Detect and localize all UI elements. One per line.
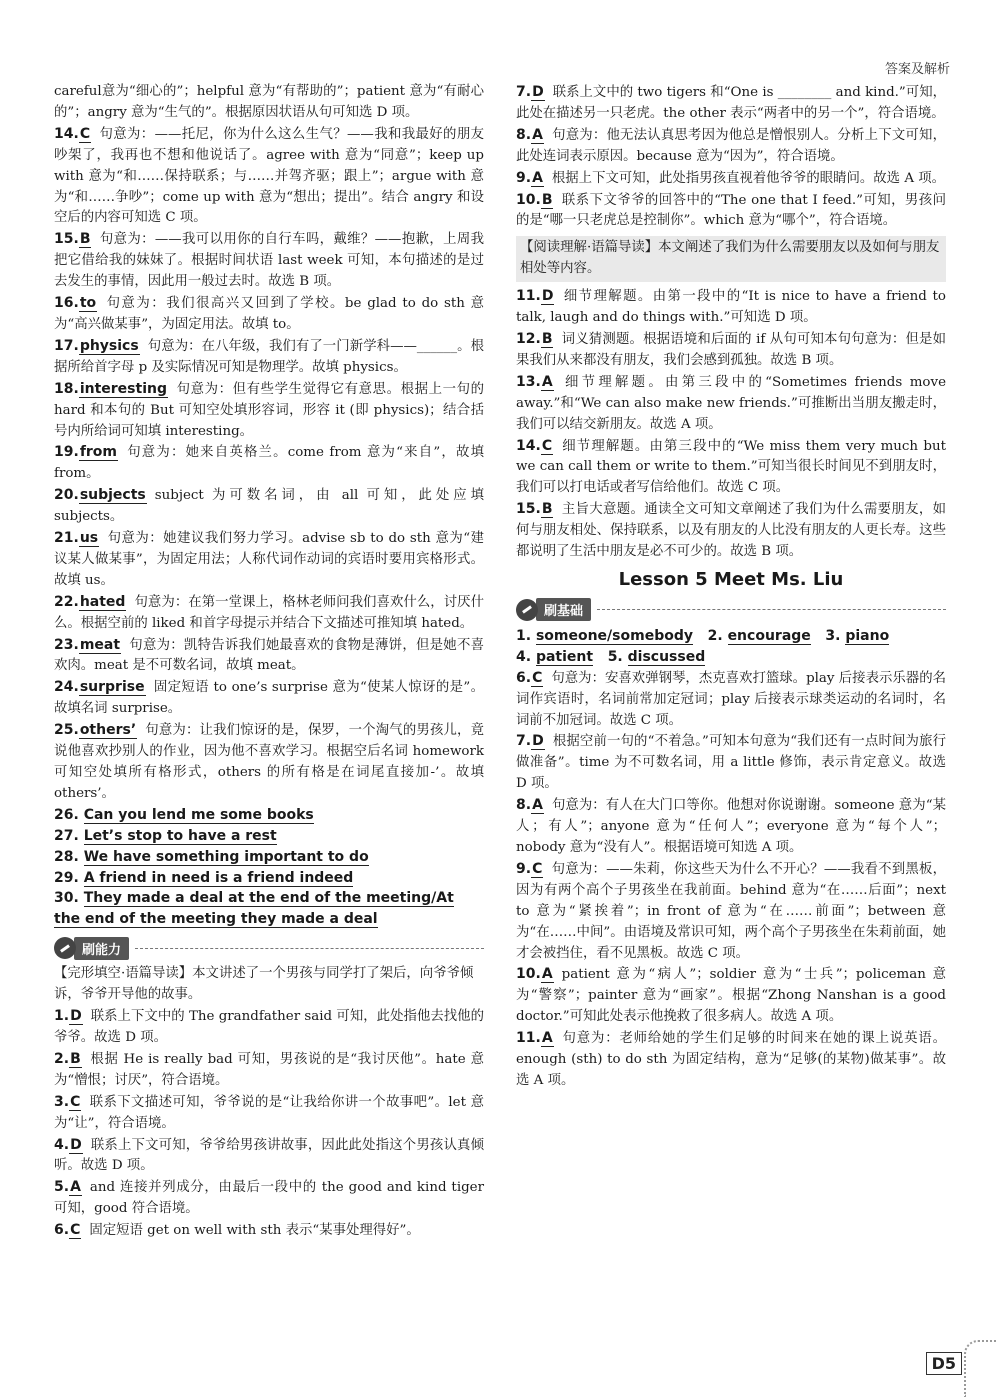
item-answer: A bbox=[541, 966, 553, 983]
item-answer: A bbox=[541, 1030, 553, 1047]
item-number: 15. bbox=[516, 501, 541, 518]
answer-item bbox=[54, 293, 484, 336]
answer-item bbox=[54, 442, 484, 485]
item-number: 25. bbox=[54, 722, 79, 739]
item-number: 16. bbox=[54, 295, 79, 312]
item-explanation: patient 意为“病人”；soldier 意为“士兵”；policeman 意为“警察”；painter 意为“画家”。根据“Zhong Nanshan is a good doctor.”可知此处表示他挽救了很多病人。故选 A 项。 bbox=[516, 967, 946, 1025]
item-number: 9. bbox=[516, 169, 532, 186]
right-column bbox=[516, 82, 946, 1092]
item-explanation: 细节理解题。由第一段中的“It is nice to have a friend to talk, laugh and do things with.”可知选 D 项。 bbox=[516, 289, 946, 326]
answer-item bbox=[54, 1220, 484, 1242]
item-answer: C bbox=[70, 1093, 81, 1110]
answer-item bbox=[54, 720, 484, 805]
answer-item bbox=[54, 336, 484, 379]
page-number: D5 bbox=[926, 1352, 962, 1375]
item-explanation: 句意为：我们很高兴又回到了学校。be glad to do sth 意为“高兴做某事”，为固定用法。故填 to。 bbox=[54, 296, 484, 332]
sentence-text: Let’s stop to have a rest bbox=[83, 827, 277, 844]
answer-item bbox=[54, 124, 484, 230]
answer-value: discussed bbox=[627, 648, 706, 665]
item-number: 12. bbox=[516, 330, 541, 347]
item-explanation: 联系上文中的 two tigers 和“One is ________ and kind.”可知，此处在描述另一只老虎。the other 表示“两者中的另一个”，符合语境。 bbox=[516, 85, 946, 121]
item-answer: subjects bbox=[79, 487, 146, 504]
cloze-guide: 【完形填空·语篇导读】本文讲述了一个男孩与同学打了架后，向爷爷倾诉，爷爷开导他的故事。 bbox=[54, 966, 474, 1003]
item-answer: C bbox=[532, 860, 543, 877]
item-explanation: 根据 He is really bad 可知，男孩说的是“我讨厌他”。hate 意为“憎恨；讨厌”，符合语境。 bbox=[54, 1051, 484, 1088]
corner-decoration bbox=[964, 1340, 996, 1397]
item-explanation: 固定短语 to one’s surprise 意为“使某人惊讶的是”。故填名词 surprise。 bbox=[54, 680, 484, 717]
answer-item bbox=[516, 436, 946, 500]
item-number: 13. bbox=[516, 373, 541, 390]
answer-item bbox=[54, 379, 484, 443]
answer-item bbox=[516, 190, 946, 233]
sentence-text: They made a deal at the end of the meeting/At the end of the meeting they made a deal bbox=[54, 890, 454, 928]
item-number: 7. bbox=[516, 733, 532, 750]
item-number: 9. bbox=[516, 860, 532, 877]
pencil-icon bbox=[516, 599, 538, 621]
answer-item bbox=[516, 1028, 946, 1092]
item-number: 14. bbox=[54, 125, 79, 142]
item-answer: A bbox=[541, 373, 553, 390]
item-explanation: 句意为：有人在大门口等你。他想对你说谢谢。someone 意为“某人；有人”；anyone 意为“任何人”；everyone 意为“每个人”；nobody 意为“没有人”。根据语境可知选 A 项。 bbox=[516, 798, 946, 855]
basic-answers bbox=[516, 626, 946, 668]
item-explanation: 句意为：但有些学生觉得它有意思。根据上一句的 hard 和本句的 But 可知空处填形容词，形容 it (即 physics)；结合括号内所给词可知填 interesting。 bbox=[54, 381, 484, 439]
answer-item bbox=[54, 485, 484, 528]
sentence-text: Can you lend me some books bbox=[83, 806, 314, 823]
answer-item bbox=[516, 125, 946, 168]
item-explanation: 句意为：凯特告诉我们她最喜欢的食物是薄饼，但是她不喜欢肉。meat 是不可数名词，故填 meat。 bbox=[54, 637, 484, 674]
sentence-answer-list bbox=[54, 805, 484, 930]
answer-item bbox=[54, 1049, 484, 1092]
item-number: 19. bbox=[54, 444, 79, 461]
answer-item bbox=[516, 668, 946, 732]
item-explanation: 联系下文描述可知，爷爷说的是“让我给你讲一个故事吧”。let 意为“让”，符合语境。 bbox=[54, 1094, 484, 1131]
answer-item bbox=[516, 731, 946, 795]
item-answer: A bbox=[532, 169, 543, 186]
item-explanation: 联系上下文可知，爷爷给男孩讲故事，因此此处指这个男孩认真倾听。故选 D 项。 bbox=[54, 1137, 484, 1174]
item-number: 10. bbox=[516, 966, 541, 983]
answer-item bbox=[54, 635, 484, 678]
item-explanation: 句意为：在八年级，我们有了一门新学科——______。根据所给首字母 p 及实际情况可知是物理学。故填 physics。 bbox=[54, 338, 484, 375]
sentence-text: We have something important to do bbox=[83, 848, 369, 865]
answer-value: encourage bbox=[727, 627, 811, 644]
sentence-answer bbox=[54, 805, 484, 826]
answer-item bbox=[516, 372, 946, 436]
item-number: 7. bbox=[516, 84, 532, 100]
divider bbox=[135, 948, 484, 949]
item-answer: physics bbox=[79, 337, 139, 354]
sentence-answer bbox=[54, 868, 484, 889]
item-answer: D bbox=[70, 1136, 82, 1153]
item-number: 10. bbox=[516, 191, 541, 208]
answer-number: 2. bbox=[707, 627, 723, 644]
item-number: 14. bbox=[516, 437, 541, 454]
item-answer: others’ bbox=[79, 722, 137, 739]
item-answer: C bbox=[79, 125, 91, 142]
item-answer: us bbox=[79, 530, 99, 547]
item-answer: A bbox=[70, 1179, 81, 1196]
answer-item bbox=[516, 859, 946, 965]
item-explanation: 句意为：——托尼，你为什么这么生气？——我和我最好的朋友吵架了，我再也不想和他说话了。agree with 意为“同意”；keep up with 意为“和……保持联系；与……并驾齐驱；跟上”；argue with 意为“和……争吵”；come up with 意为“想出；提出”。结合 angry 和设空后的内容可知选 C 项。 bbox=[54, 126, 484, 226]
section-tag-basic bbox=[516, 598, 946, 622]
item-answer: C bbox=[70, 1222, 81, 1239]
sentence-answer bbox=[54, 847, 484, 868]
item-explanation: 句意为：她来自英格兰。come from 意为“来自”，故填 from。 bbox=[54, 445, 484, 482]
item-explanation: 句意为：他无法认真思考因为他总是憎恨别人。分析上下文可知，此处连词表示原因。because 意为“因为”，符合语境。 bbox=[516, 127, 946, 164]
section-tag-label: 刷能力 bbox=[74, 937, 129, 960]
item-number: 30. bbox=[54, 890, 79, 907]
item-answer: C bbox=[541, 437, 553, 454]
item-number: 22. bbox=[54, 593, 79, 610]
item-number: 24. bbox=[54, 679, 79, 696]
item-explanation: 句意为：让我们惊讶的是，保罗，一个淘气的男孩儿，竟说他喜欢抄别人的作业，因为他不喜欢学习。根据空后名词 homework 可知空处填所有格形式，others 的所有格是在词尾直接加-’。故填 others’。 bbox=[54, 723, 484, 801]
item-number: 20. bbox=[54, 487, 79, 504]
answer-item bbox=[54, 1135, 484, 1178]
lesson-title: Lesson 5 Meet Ms. Liu bbox=[618, 568, 844, 590]
answer-number: 1. bbox=[516, 627, 532, 644]
left-answer-list bbox=[54, 82, 484, 805]
sentence-answer bbox=[54, 888, 484, 930]
item-answer: hated bbox=[79, 593, 126, 610]
right-answer-list bbox=[516, 82, 946, 232]
item-number: 17. bbox=[54, 337, 79, 354]
item-answer: D bbox=[541, 288, 554, 305]
item-answer: B bbox=[541, 191, 553, 208]
answer-item bbox=[516, 168, 946, 190]
item-explanation: 联系下文爷爷的回答中的“The one that I feed.”可知，男孩问的是“哪一只老虎总是控制你”。which 意为“哪个”，符合语境。 bbox=[516, 192, 946, 229]
answer-item bbox=[516, 795, 946, 859]
item-answer: B bbox=[70, 1050, 81, 1067]
answer-item bbox=[516, 329, 946, 372]
answer-item bbox=[54, 528, 484, 592]
answer-number: 5. bbox=[607, 648, 623, 665]
item-answer: A bbox=[532, 797, 543, 814]
item-number: 23. bbox=[54, 636, 79, 653]
item-answer: A bbox=[532, 126, 543, 143]
sentence-text: A friend in need is a friend indeed bbox=[83, 869, 354, 886]
answer-value: someone/somebody bbox=[535, 627, 693, 644]
item-answer: B bbox=[541, 330, 553, 347]
item-answer: D bbox=[70, 1008, 82, 1025]
item-number: 6. bbox=[54, 1222, 70, 1239]
basic-answer-list bbox=[516, 668, 946, 1092]
item-explanation: 句意为：在第一堂课上，格林老师问我们喜欢什么，讨厌什么。根据空前的 liked 和首字母提示并结合下文描述可推知填 hated。 bbox=[54, 594, 484, 631]
item-explanation: subject 为可数名词，由 all 可知，此处应填 subjects。 bbox=[54, 488, 484, 525]
item-explanation: 细节理解题。由第三段中的“We miss them very much but we can call them or write to them.”可知当很长时间见不到朋友时，我们可以打电话或者写信给他们。故选 C 项。 bbox=[516, 438, 946, 496]
answer-item bbox=[54, 1092, 484, 1135]
answer-item bbox=[516, 286, 946, 329]
item-answer: B bbox=[79, 231, 91, 248]
item-explanation: 根据空前一句的“不着急。”可知本句意为“我们还有一点时间为旅行做准备”。time 为不可数名词，用 a little 修饰，表示肯定意义。故选 D 项。 bbox=[516, 734, 946, 792]
section-tag-ability bbox=[54, 936, 484, 960]
page-header-title: 答案及解析 bbox=[884, 62, 950, 77]
answer-value: piano bbox=[845, 627, 890, 644]
item-explanation: 主旨大意题。通读全文可知文章阐述了我们为什么需要朋友，如何与朋友相处、保持联系，以及有朋友的人比没有朋友的人更长寿。这些都说明了生活中朋友是必不可少的。故选 B 项。 bbox=[516, 502, 946, 560]
item-explanation: 句意为：安喜欢弹钢琴，杰克喜欢打篮球。play 后接表示乐器的名词作宾语时，名词前常加定冠词；play 后接表示球类运动的名词时，名词前不加冠词。故选 C 项。 bbox=[516, 670, 946, 728]
item-number: 21. bbox=[54, 530, 79, 547]
item-answer: D bbox=[532, 84, 544, 100]
reading-answer-list bbox=[516, 286, 946, 563]
section-tag-label: 刷基础 bbox=[536, 598, 591, 621]
item-answer: from bbox=[79, 444, 118, 461]
item-explanation: 词义猜测题。根据语境和后面的 if 从句可知本句句意为：但是如果我们从来都没有朋友，我们会感到孤独。故选 B 项。 bbox=[516, 331, 946, 368]
item-number: 27. bbox=[54, 827, 79, 844]
item-answer: meat bbox=[79, 636, 121, 653]
item-explanation: careful意为“细心的”；helpful 意为“有帮助的”；patient 意为“有耐心的”；angry 意为“生气的”。根据原因状语从句可知选 D 项。 bbox=[54, 84, 484, 120]
answer-number: 4. bbox=[516, 648, 532, 665]
item-explanation: 句意为：老师给她的学生们足够的时间来在她的课上说英语。enough (sth) to do sth 为固定结构，意为“足够(的某物)做某事”。故选 A 项。 bbox=[516, 1031, 946, 1088]
item-number: 15. bbox=[54, 231, 79, 248]
answer-item bbox=[54, 229, 484, 293]
answer-item bbox=[54, 677, 484, 720]
item-number: 8. bbox=[516, 126, 532, 143]
item-explanation: 细节理解题。由第三段中的“Sometimes friends move away.”和“We can also make new friends.”可推断出当朋友搬走时，我们可以结交新朋友。故选 A 项。 bbox=[516, 374, 946, 432]
item-answer: interesting bbox=[79, 380, 167, 397]
answer-item bbox=[516, 499, 946, 563]
item-number: 6. bbox=[516, 669, 532, 686]
answer-item bbox=[54, 1177, 484, 1220]
item-explanation: 根据上下文可知，此处指男孩直视着他爷爷的眼睛问。故选 A 项。 bbox=[551, 170, 946, 186]
item-answer: B bbox=[541, 501, 553, 518]
item-number: 1. bbox=[54, 1008, 70, 1025]
item-number: 3. bbox=[54, 1093, 70, 1110]
reading-guide: 【阅读理解·语篇导读】本文阐述了我们为什么需要朋友以及如何与朋友相处等内容。 bbox=[516, 236, 946, 282]
item-answer: D bbox=[532, 733, 544, 750]
answer-item bbox=[54, 592, 484, 635]
answer-item bbox=[54, 82, 484, 124]
item-explanation: and 连接并列成分，由最后一段中的 the good and kind tiger 可知，good 符合语境。 bbox=[54, 1180, 484, 1217]
item-explanation: 句意为：——朱莉，你这些天为什么不开心？——我看不到黑板，因为有两个高个子男孩坐在我前面。behind 意为“在……后面”；next to 意为“紧挨着”；in front of 意为“在……前面”；between 意为“在……中间”。由语境及常识可知，两个高个子男孩坐在朱莉前面，她才会被挡住，看不见黑板。故选 C 项。 bbox=[516, 861, 946, 961]
item-number: 5. bbox=[54, 1179, 70, 1196]
item-answer: C bbox=[532, 669, 543, 686]
item-number: 4. bbox=[54, 1136, 70, 1153]
item-answer: to bbox=[79, 295, 97, 312]
item-answer: surprise bbox=[79, 679, 145, 696]
item-number: 28. bbox=[54, 848, 79, 865]
item-number: 29. bbox=[54, 869, 79, 886]
item-explanation: 联系上下文中的 The grandfather said 可知，此处指他去找他的爷爷。故选 D 项。 bbox=[54, 1009, 484, 1045]
item-number: 26. bbox=[54, 806, 79, 823]
divider bbox=[597, 609, 946, 610]
item-number: 2. bbox=[54, 1050, 70, 1067]
sentence-answer bbox=[54, 826, 484, 847]
item-explanation: 句意为：——我可以用你的自行车吗，戴维？——抱歉，上周我把它借给我的妹妹了。根据时间状语 last week 可知，本句描述的是过去发生的事情，因此用一般过去时。故选 B 项。 bbox=[54, 232, 484, 290]
item-number: 18. bbox=[54, 380, 79, 397]
left-column bbox=[54, 82, 484, 1242]
item-number: 8. bbox=[516, 797, 532, 814]
item-number: 11. bbox=[516, 288, 541, 305]
cloze-answer-list bbox=[54, 1006, 484, 1242]
answer-item bbox=[516, 82, 946, 125]
pencil-icon bbox=[54, 937, 76, 959]
item-explanation: 固定短语 get on well with sth 表示“某事处理得好”。 bbox=[89, 1223, 420, 1239]
answer-value: patient bbox=[535, 648, 594, 665]
item-number: 11. bbox=[516, 1030, 541, 1047]
answer-item bbox=[516, 964, 946, 1028]
answer-item bbox=[54, 1006, 484, 1049]
answer-number: 3. bbox=[825, 627, 841, 644]
item-explanation: 句意为：她建议我们努力学习。advise sb to do sth 意为“建议某人做某事”，为固定用法；人称代词作动词的宾语时要用宾格形式。故填 us。 bbox=[54, 531, 484, 588]
